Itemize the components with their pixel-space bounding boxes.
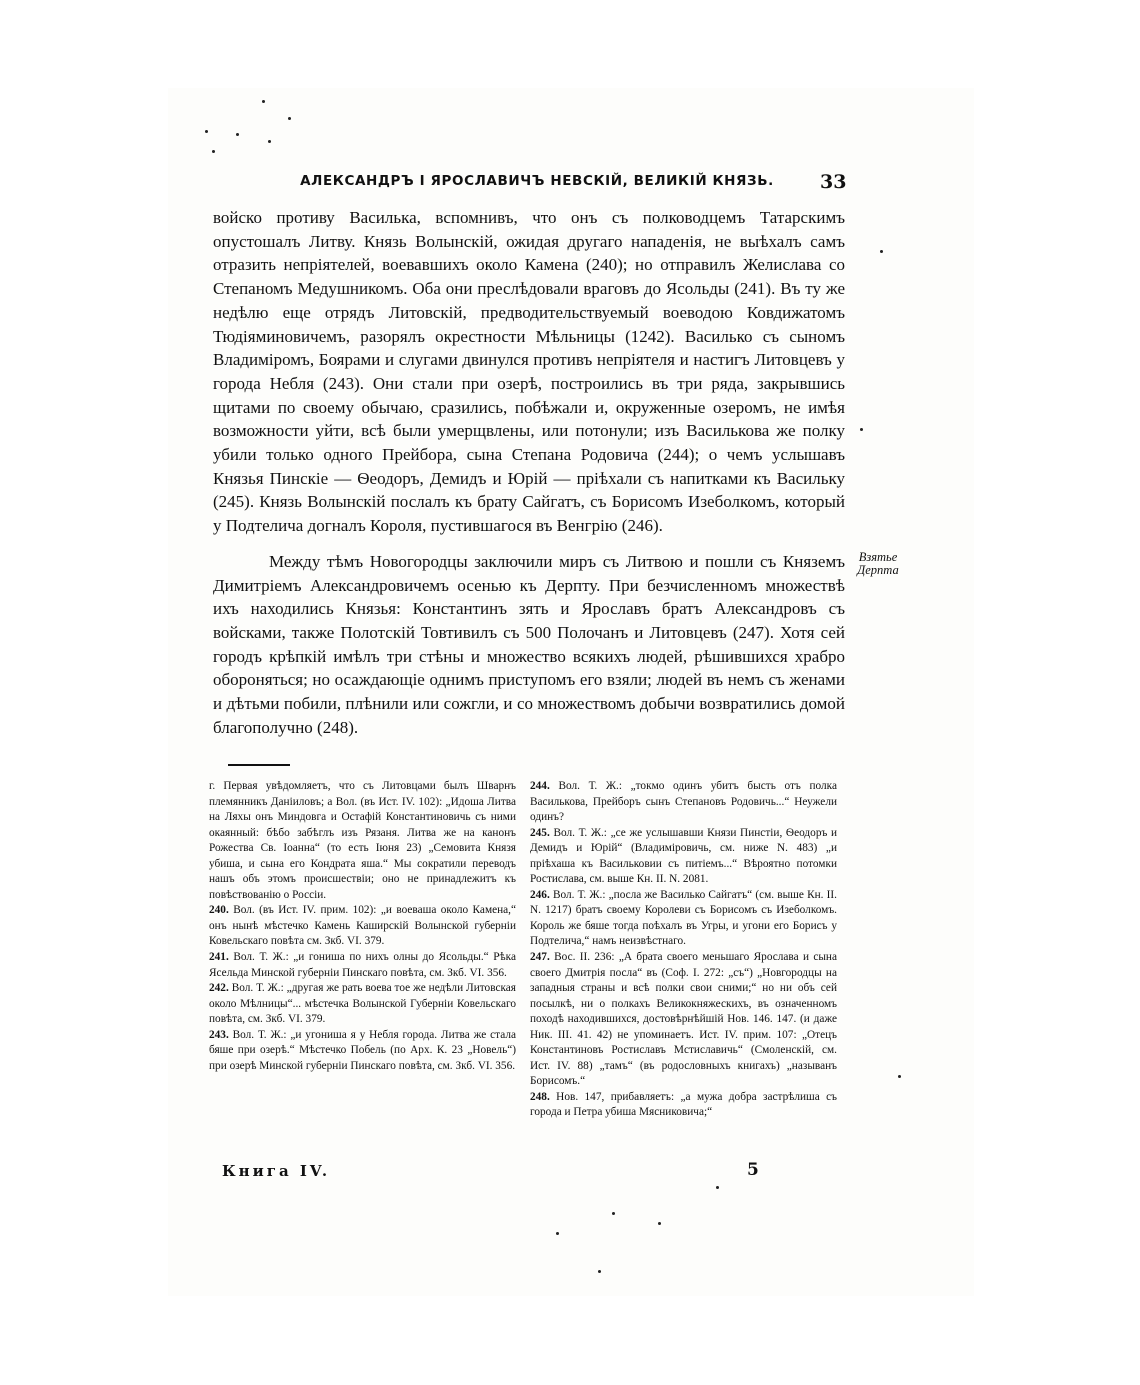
signature-book: Книга IV.	[222, 1162, 331, 1180]
footnote-number: 241.	[209, 951, 229, 964]
margin-note: Взятье Дерпта	[857, 550, 899, 577]
footnote-text: Вол. Т. Ж.: „токмо одинъ убитъ бысть отъ полка Василькова, Прейборъ сынъ Степановъ Родовичь...“ Неужели одинъ?	[530, 780, 838, 824]
speck	[212, 150, 215, 153]
footnote-text: г. Первая увѣдомляетъ, что съ Литовцами былъ Шварнъ племянникъ Даніиловъ; а Вол. (въ Ист. IV. 102): „Идоша Литва на Ляхы онъ Миндовга и Остафій Константиновичь съ ними окаянный: бѣбо забѣглъ изъ Рязаня. Литва же на канонъ Рожества Св. Іоанна“ (то есть Іюня 23) „Семовита Князя убиша, и сына его Кондрата яша.“ Мы сократили переводъ нашъ объ этомъ происшествіи; оно не принадлежитъ къ повѣствованію о Россіи.	[209, 780, 516, 901]
footnote-number: 242.	[209, 982, 229, 995]
footnote-text: Вол. Т. Ж.: „се же услышавши Князи Пинстіи, Ѳеодоръ и Демидъ и Юрій“ (Владиміровичь, см. ниже N. 483) „и пріѣхаша къ Васильковии съ питіемъ...“ Вѣроятно потомки Ростислава, см. выше Кн. II. N. 2081.	[530, 826, 838, 886]
footnote	[530, 826, 837, 888]
speck	[860, 428, 863, 431]
footnote	[209, 950, 516, 981]
footnote-number: 245.	[530, 826, 550, 839]
footnote	[530, 888, 837, 950]
page-number: 33	[820, 171, 847, 193]
footnote-number: 248.	[530, 1090, 550, 1103]
footnote-number: 246.	[530, 888, 550, 901]
footnote	[209, 903, 516, 950]
speck	[898, 1075, 901, 1078]
speck	[716, 1186, 719, 1189]
footnote-number: 244.	[530, 780, 550, 792]
speck	[288, 117, 291, 120]
main-text	[213, 206, 845, 739]
speck	[598, 1270, 601, 1273]
footnote-rule	[228, 764, 290, 766]
footnote	[530, 779, 837, 826]
footnote	[209, 779, 516, 903]
footnote-text: Вол. Т. Ж.: „и гониша по нихъ олны до Ясольды.“ Рѣка Ясельда Минской губерніи Пинскаго повѣта, см. Зкб. VI. 356.	[209, 951, 517, 979]
paragraph-2: Между тѣмъ Новогородцы заключили миръ съ Литвою и пошли съ Княземъ Димитріемъ Александровичемъ осенью къ Дерпту. При безчисленномъ множествѣ ихъ находились Князья: Константинъ зять и Ярославъ братъ Александровъ съ войсками, также Полотскій Товтивилъ съ 500 Полочанъ и Литовцевъ (247). Хотя сей городъ крѣпкій имѣлъ три стѣны и множество всякихъ людей, рѣшившихся храбро обороняться; но осаждающіе однимъ приступомъ его взяли; людей въ немъ съ женами и дѣтьми побили, плѣнили или сожгли, и со множествомъ добычи возвратились домой благополучно (248).	[213, 551, 845, 737]
footnotes-right-column	[530, 779, 837, 1121]
speck	[612, 1212, 615, 1215]
footnote	[209, 981, 516, 1028]
footnote-number: 247.	[530, 951, 550, 964]
footnote-text: Нов. 147, прибавляетъ: „а мужа добра застрѣлиша съ города и Петра убиша Мясниковича;“	[530, 1090, 837, 1119]
footnote-text: Вол. Т. Ж.: „посла же Василько Сайгатъ“ (см. выше Кн. II. N. 1217) братъ своему Королеви съ Борисомъ съ Изеболкомъ. Король же бяше тогда поѣхалъ въ Угры, и угони его Борисъ у Подтелича,“ намъ неизвѣстнаго.	[530, 888, 837, 948]
footnote	[209, 1028, 516, 1075]
speck	[880, 250, 883, 253]
speck	[262, 100, 265, 103]
speck	[658, 1222, 661, 1225]
footnotes-left-column	[209, 779, 516, 1074]
footnote-text: Вол. Т. Ж.: „другая же рать воева тое же недѣли Литовская около Мѣлницы“... мѣстечка Волынской Губерніи Ковельскаго повѣта, см. Зкб. VI. 379.	[209, 982, 516, 1026]
footnote-number: 243.	[209, 1028, 229, 1041]
footnote	[530, 1090, 837, 1121]
footnote	[530, 950, 837, 1090]
speck	[236, 133, 239, 136]
running-title: АЛЕКСАНДРЪ I ЯРОСЛАВИЧЪ НЕВСКІЙ, ВЕЛИКІЙ КНЯЗЬ.	[300, 173, 774, 189]
paragraph-1: войско противу Василька, вспомнивъ, что онъ съ полководцемъ Татарскимъ опустошалъ Литву. Князь Волынскій, ожидая другаго нападенія, не выѣхалъ самъ отразить непріятелей, воевавшихъ около Камена (240); но отправилъ Желислава со Степаномъ Медушникомъ. Оба они преслѣдовали враговъ до Ясольды (241). Въ ту же недѣлю еще отрядъ Литовскій, предводительствуемый воеводою Ковдижатомъ Тюдіяминовичемъ, разорялъ окрестности Мѣльницы (1242). Василько съ сыномъ Владиміромъ, Боярами и слугами двинулся противъ непріятеля и настигъ Литовцевъ у города Небля (243). Они стали при озерѣ, построились въ три ряда, закрывшись щитами по своему обычаю, сразились, побѣжали и, окруженные озеромъ, не имѣя возможности уйти, всѣ были умерщвлены, или потонули; изъ Василькова же полку убили только одного Прейбора, сына Степана Родовича (244); о чемъ услышавъ Князья Пинскіе — Ѳеодоръ, Демидъ и Юрій — пріѣхали съ напитками къ Васильку (245). Князь Волынскій послалъ къ брату Сайгатъ, съ Борисомъ Изеболкомъ, который у Подтелича догналъ Короля, пустившагося въ Венгрію (246).	[213, 208, 845, 536]
footnote-text: Вол. Т. Ж.: „и угониша я у Небля города. Литва же стала бяше при озерѣ.“ Мѣстечко Побель (по Арх. К. 23 „Новель“) при озерѣ Минской губерніи Пинскаго повѣта, см. Зкб. VI. 356.	[209, 1028, 516, 1072]
speck	[268, 140, 271, 143]
footnote-text: Вос. II. 236: „А брата своего меньшаго Ярослава и сына своего Дмитрія посла“ въ (Соф. I. 272: „съ“) „Новгородцы на западныя страны и всѣ полки свои сними;“ но ни объ сей посылкѣ, ни о полкахъ Великокняжескихъ, въ означенномъ походѣ находившихся, достовѣрнѣйшій Нов. 146. 147. (и даже Ник. III. 41. 42) не упоминаетъ. Ист. IV. прим. 107: „Отецъ Константиновъ Ростиславъ Мстиславичь“ (Смоленскій, см. Ист. IV. 88) „тамъ“ (въ родословныхъ книгахъ) „называнъ Борисомъ.“	[530, 951, 837, 1088]
speck	[556, 1232, 559, 1235]
footnote-number: 240.	[209, 904, 229, 917]
footnote-text: Вол. (въ Ист. IV. прим. 102): „и воеваша около Камена,“ онъ нынѣ мѣстечко Камень Каширскій Волынской губерніи Ковельскаго повѣта см. Зкб. VI. 379.	[209, 904, 516, 948]
signature-mark: 5	[747, 1160, 759, 1180]
speck	[205, 130, 208, 133]
